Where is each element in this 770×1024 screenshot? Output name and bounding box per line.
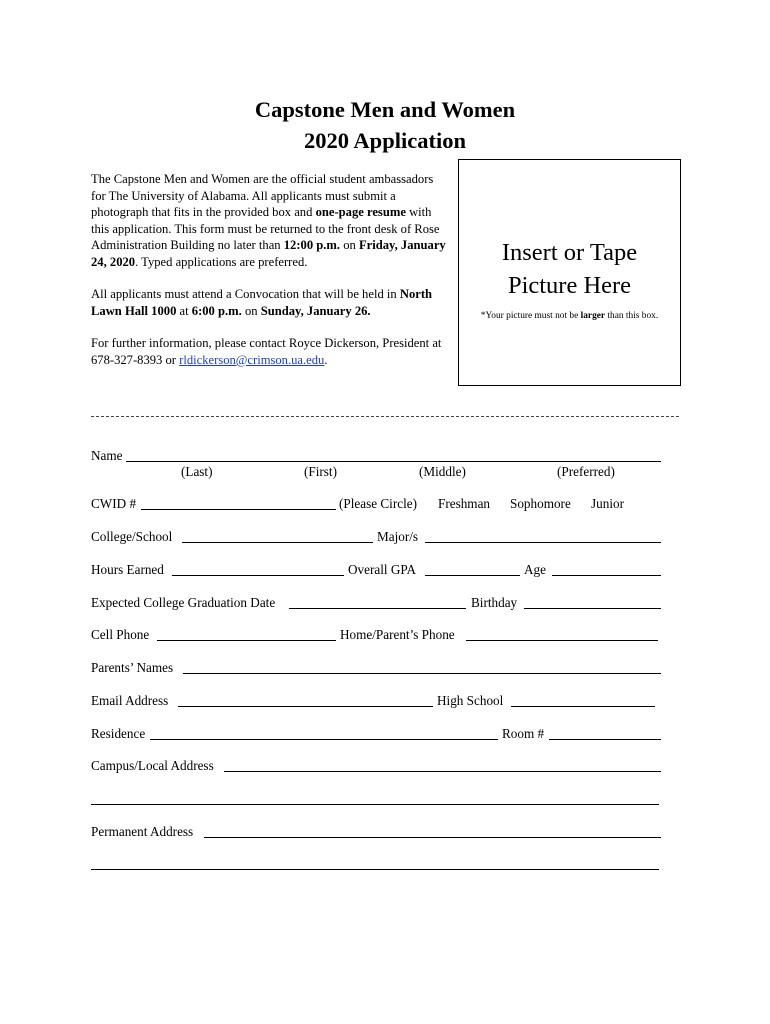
parents-row [91,659,661,677]
permanent-address-label: Permanent Address [91,824,194,839]
parents-names-label: Parents’ Names [91,660,174,675]
campus-address-field[interactable] [224,771,661,772]
room-field[interactable] [549,739,661,740]
home-phone-field[interactable] [466,640,658,641]
major-field[interactable] [425,542,661,543]
name-sub-last: (Last) [181,464,213,479]
birthday-label: Birthday [471,595,518,610]
photo-box[interactable] [458,159,681,386]
cwid-label: CWID # [91,496,137,511]
cell-phone-field[interactable] [157,640,336,641]
phone-row [91,626,661,644]
class-option-sophomore[interactable]: Sophomore [510,496,571,511]
home-phone-label: Home/Parent’s Phone [340,627,455,642]
name-sub-middle: (Middle) [419,464,466,479]
campus-address-field-line-2[interactable] [91,804,659,805]
high-school-label: High School [437,693,504,708]
cwid-row [91,495,661,513]
gpa-label: Overall GPA [348,562,417,577]
age-label: Age [524,562,546,577]
cell-phone-label: Cell Phone [91,627,150,642]
intro-paragraph-deadline: The Capstone Men and Women are the official student ambassadors for The University of Alabama. All applicants must submit a photograph that fits in the provided box and one-page resume with this application. This form must be returned to the front desk of Rose Administration Building no later than 12:00 p.m. on Friday, January 24, 2020. Typed applications are preferred. [91,172,446,269]
title-line-2: 2020 Application [304,128,466,153]
form-title [0,94,770,156]
intro-paragraph-contact: For further information, please contact Royce Dickerson, President at 678-327-8393 or rldickerson@crimson.ua.edu. [91,336,442,367]
parents-names-field[interactable] [183,673,661,674]
room-label: Room # [502,726,545,741]
hours-earned-field[interactable] [172,575,344,576]
residence-row [91,725,661,743]
residence-field[interactable] [150,739,498,740]
cut-line-divider [91,416,679,417]
college-field[interactable] [182,542,373,543]
photo-box-label: Insert or Tape Picture Here [501,239,638,299]
hours-earned-label: Hours Earned [91,562,164,577]
campus-address-label: Campus/Local Address [91,758,214,773]
contact-email-link[interactable]: rldickerson@crimson.ua.edu [179,352,325,367]
age-field[interactable] [552,575,661,576]
permanent-address-field[interactable] [204,837,661,838]
residence-label: Residence [91,726,146,741]
email-label: Email Address [91,693,169,708]
graduation-date-field[interactable] [289,608,466,609]
intro-text [91,171,451,368]
cwid-field[interactable] [141,509,336,510]
email-row [91,692,661,710]
major-label: Major/s [377,529,419,544]
class-option-freshman[interactable]: Freshman [438,496,491,511]
birthday-field[interactable] [524,608,661,609]
graduation-row [91,594,661,612]
name-sub-preferred: (Preferred) [557,464,615,479]
class-option-junior[interactable]: Junior [591,496,624,511]
graduation-date-label: Expected College Graduation Date [91,595,276,610]
campus-address-row [91,757,661,775]
high-school-field[interactable] [511,706,655,707]
college-label: College/School [91,529,173,544]
name-field[interactable] [126,461,661,462]
permanent-address-row [91,823,661,841]
name-sub-first: (First) [304,464,337,479]
intro-paragraph-convocation: All applicants must attend a Convocation that will be held in North Lawn Hall 1000 at 6:00 p.m. on Sunday, January 26. [91,287,433,318]
photo-size-note: *Your picture must not be larger than this box. [480,311,659,321]
hours-row [91,561,661,579]
email-field[interactable] [178,706,433,707]
permanent-address-field-line-2[interactable] [91,869,659,870]
name-label: Name [91,448,123,463]
college-row [91,528,661,546]
please-circle-label: (Please Circle) [339,496,417,511]
title-line-1: Capstone Men and Women [254,97,516,122]
gpa-field[interactable] [425,575,520,576]
